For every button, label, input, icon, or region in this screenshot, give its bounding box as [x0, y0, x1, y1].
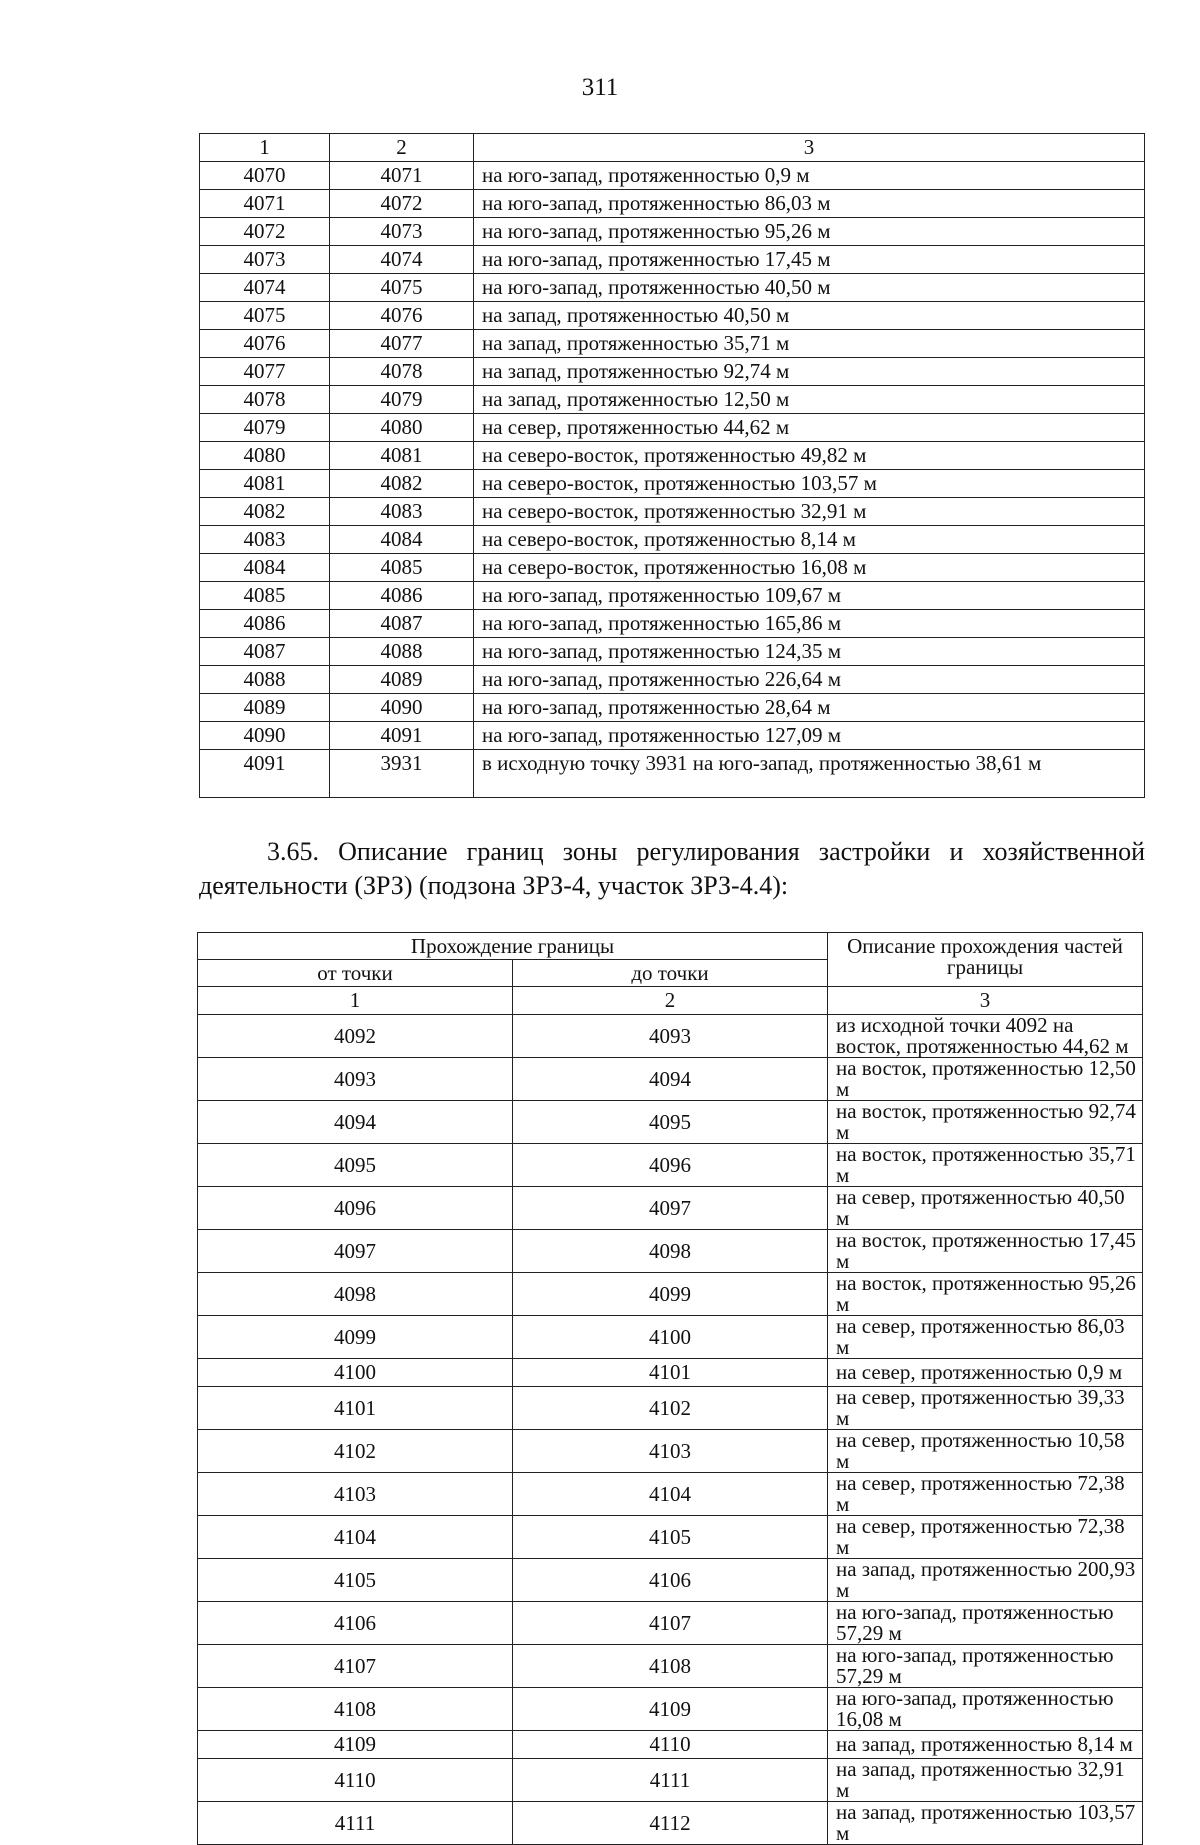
from-point-header: от точки	[198, 960, 513, 987]
to-point-cell: 4081	[330, 442, 474, 470]
page-number: 311	[581, 74, 619, 101]
to-point-cell: 4072	[330, 190, 474, 218]
description-cell: на юго-запад, протяженностью 57,29 м	[828, 1602, 1143, 1645]
description-cell: на запад, протяженностью 12,50 м	[474, 386, 1145, 414]
boundary-table-2	[197, 932, 1143, 1845]
from-point-cell: 4096	[198, 1187, 513, 1230]
table-row	[198, 1359, 1143, 1387]
from-point-cell: 4073	[200, 246, 330, 274]
to-point-cell: 4094	[513, 1058, 828, 1101]
table-body	[198, 1015, 1143, 1845]
to-point-cell: 4104	[513, 1473, 828, 1516]
table-row	[200, 246, 1145, 274]
table-row	[198, 1802, 1143, 1845]
to-point-cell: 4105	[513, 1516, 828, 1559]
column-number: 3	[828, 987, 1143, 1015]
table-row	[200, 498, 1145, 526]
to-point-cell: 4106	[513, 1559, 828, 1602]
from-point-cell: 4102	[198, 1430, 513, 1473]
table-row	[200, 442, 1145, 470]
table-row	[200, 666, 1145, 694]
description-cell: на юго-запад, протяженностью 0,9 м	[474, 162, 1145, 190]
to-point-cell: 4093	[513, 1015, 828, 1058]
description-cell: на северо-восток, протяженностью 49,82 м	[474, 442, 1145, 470]
description-cell: на запад, протяженностью 40,50 м	[474, 302, 1145, 330]
table-row	[200, 526, 1145, 554]
description-cell: на юго-запад, протяженностью 28,64 м	[474, 694, 1145, 722]
description-header: Описание прохождения частей границы	[828, 933, 1143, 987]
description-cell: на запад, протяженностью 103,57 м	[828, 1802, 1143, 1845]
table-body	[200, 162, 1145, 798]
to-point-cell: 4096	[513, 1144, 828, 1187]
from-point-cell: 4086	[200, 610, 330, 638]
to-point-header: до точки	[513, 960, 828, 987]
description-cell: из исходной точки 4092 на восток, протяженностью 44,62 м	[828, 1015, 1143, 1058]
description-cell: на северо-восток, протяженностью 8,14 м	[474, 526, 1145, 554]
description-cell: на север, протяженностью 86,03 м	[828, 1316, 1143, 1359]
to-point-cell: 4089	[330, 666, 474, 694]
to-point-cell: 4107	[513, 1602, 828, 1645]
description-cell: на юго-запад, протяженностью 165,86 м	[474, 610, 1145, 638]
from-point-cell: 4108	[198, 1688, 513, 1731]
boundary-table-1	[199, 133, 1145, 798]
column-number-row	[198, 987, 1143, 1015]
to-point-cell: 4097	[513, 1187, 828, 1230]
description-cell: в исходную точку 3931 на юго-запад, протяженностью 38,61 м	[474, 750, 1145, 798]
to-point-cell: 4109	[513, 1688, 828, 1731]
description-cell: на юго-запад, протяженностью 16,08 м	[828, 1688, 1143, 1731]
to-point-cell: 4112	[513, 1802, 828, 1845]
table-row	[200, 330, 1145, 358]
from-point-cell: 4080	[200, 442, 330, 470]
to-point-cell: 4079	[330, 386, 474, 414]
description-cell: на восток, протяженностью 95,26 м	[828, 1273, 1143, 1316]
description-cell: на юго-запад, протяженностью 40,50 м	[474, 274, 1145, 302]
to-point-cell: 4071	[330, 162, 474, 190]
from-point-cell: 4105	[198, 1559, 513, 1602]
from-point-cell: 4111	[198, 1802, 513, 1845]
to-point-cell: 4088	[330, 638, 474, 666]
from-point-cell: 4070	[200, 162, 330, 190]
from-point-cell: 4088	[200, 666, 330, 694]
group-header: Прохождение границы	[198, 933, 828, 960]
description-cell: на север, протяженностью 72,38 м	[828, 1516, 1143, 1559]
from-point-cell: 4109	[198, 1731, 513, 1759]
to-point-cell: 4076	[330, 302, 474, 330]
from-point-cell: 4076	[200, 330, 330, 358]
table-row	[198, 1645, 1143, 1688]
table-row	[198, 1273, 1143, 1316]
table-row	[200, 554, 1145, 582]
to-point-cell: 4100	[513, 1316, 828, 1359]
from-point-cell: 4074	[200, 274, 330, 302]
to-point-cell: 4083	[330, 498, 474, 526]
from-point-cell: 4087	[200, 638, 330, 666]
from-point-cell: 4071	[200, 190, 330, 218]
table-row	[200, 162, 1145, 190]
to-point-cell: 4108	[513, 1645, 828, 1688]
table-row	[198, 1559, 1143, 1602]
from-point-cell: 4090	[200, 722, 330, 750]
description-cell: на север, протяженностью 44,62 м	[474, 414, 1145, 442]
table-row	[198, 1187, 1143, 1230]
column-number: 2	[513, 987, 828, 1015]
to-point-cell: 4080	[330, 414, 474, 442]
description-cell: на юго-запад, протяженностью 226,64 м	[474, 666, 1145, 694]
column-number: 1	[200, 134, 330, 162]
to-point-cell: 4103	[513, 1430, 828, 1473]
from-point-cell: 4072	[200, 218, 330, 246]
from-point-cell: 4085	[200, 582, 330, 610]
table-row	[200, 610, 1145, 638]
description-cell: на север, протяженностью 0,9 м	[828, 1359, 1143, 1387]
description-cell: на запад, протяженностью 92,74 м	[474, 358, 1145, 386]
table-row	[198, 1058, 1143, 1101]
from-point-cell: 4081	[200, 470, 330, 498]
table-row	[198, 1316, 1143, 1359]
table-row	[198, 1473, 1143, 1516]
to-point-cell: 4074	[330, 246, 474, 274]
table-row	[198, 1101, 1143, 1144]
table-row	[198, 1015, 1143, 1058]
description-cell: на восток, протяженностью 35,71 м	[828, 1144, 1143, 1187]
table-row	[200, 190, 1145, 218]
to-point-cell: 4090	[330, 694, 474, 722]
from-point-cell: 4099	[198, 1316, 513, 1359]
table-row	[200, 694, 1145, 722]
from-point-cell: 4104	[198, 1516, 513, 1559]
table-row	[200, 274, 1145, 302]
to-point-cell: 4077	[330, 330, 474, 358]
table-row	[200, 582, 1145, 610]
description-cell: на северо-восток, протяженностью 16,08 м	[474, 554, 1145, 582]
description-cell: на запад, протяженностью 200,93 м	[828, 1559, 1143, 1602]
from-point-cell: 4078	[200, 386, 330, 414]
from-point-cell: 4077	[200, 358, 330, 386]
description-cell: на юго-запад, протяженностью 127,09 м	[474, 722, 1145, 750]
table-row	[200, 470, 1145, 498]
to-point-cell: 4084	[330, 526, 474, 554]
table-row	[200, 386, 1145, 414]
description-cell: на восток, протяженностью 12,50 м	[828, 1058, 1143, 1101]
description-cell: на запад, протяженностью 35,71 м	[474, 330, 1145, 358]
from-point-cell: 4082	[200, 498, 330, 526]
to-point-cell: 4078	[330, 358, 474, 386]
description-cell: на юго-запад, протяженностью 109,67 м	[474, 582, 1145, 610]
from-point-cell: 4093	[198, 1058, 513, 1101]
description-cell: на восток, протяженностью 92,74 м	[828, 1101, 1143, 1144]
from-point-cell: 4083	[200, 526, 330, 554]
to-point-cell: 4091	[330, 722, 474, 750]
from-point-cell: 4084	[200, 554, 330, 582]
column-number-row	[200, 134, 1145, 162]
column-number: 3	[474, 134, 1145, 162]
from-point-cell: 4106	[198, 1602, 513, 1645]
from-point-cell: 4098	[198, 1273, 513, 1316]
column-number: 2	[330, 134, 474, 162]
table-row	[200, 302, 1145, 330]
table-row	[200, 414, 1145, 442]
description-cell: на юго-запад, протяженностью 57,29 м	[828, 1645, 1143, 1688]
to-point-cell: 4099	[513, 1273, 828, 1316]
from-point-cell: 4095	[198, 1144, 513, 1187]
description-cell: на восток, протяженностью 17,45 м	[828, 1230, 1143, 1273]
table-row	[198, 1230, 1143, 1273]
table-row	[198, 1759, 1143, 1802]
from-point-cell: 4110	[198, 1759, 513, 1802]
from-point-cell: 4100	[198, 1359, 513, 1387]
table-row	[198, 1602, 1143, 1645]
table-row	[200, 218, 1145, 246]
description-cell: на запад, протяженностью 32,91 м	[828, 1759, 1143, 1802]
table-row	[198, 1144, 1143, 1187]
to-point-cell: 4098	[513, 1230, 828, 1273]
from-point-cell: 4079	[200, 414, 330, 442]
to-point-cell: 4102	[513, 1387, 828, 1430]
table-row	[200, 722, 1145, 750]
to-point-cell: 3931	[330, 750, 474, 798]
table-row	[200, 358, 1145, 386]
description-cell: на запад, протяженностью 8,14 м	[828, 1731, 1143, 1759]
description-cell: на северо-восток, протяженностью 103,57 м	[474, 470, 1145, 498]
table-row	[200, 638, 1145, 666]
from-point-cell: 4091	[200, 750, 330, 798]
to-point-cell: 4082	[330, 470, 474, 498]
to-point-cell: 4075	[330, 274, 474, 302]
from-point-cell: 4107	[198, 1645, 513, 1688]
to-point-cell: 4086	[330, 582, 474, 610]
description-cell: на юго-запад, протяженностью 95,26 м	[474, 218, 1145, 246]
table-row	[198, 1688, 1143, 1731]
description-cell: на север, протяженностью 10,58 м	[828, 1430, 1143, 1473]
to-point-cell: 4085	[330, 554, 474, 582]
description-cell: на север, протяженностью 72,38 м	[828, 1473, 1143, 1516]
description-cell: на юго-запад, протяженностью 124,35 м	[474, 638, 1145, 666]
table-row	[200, 750, 1145, 798]
table-row	[198, 1516, 1143, 1559]
table-row	[198, 1731, 1143, 1759]
description-cell: на юго-запад, протяженностью 86,03 м	[474, 190, 1145, 218]
section-heading: 3.65. Описание границ зоны регулирования застройки и хозяйственной деятельности (ЗРЗ) (подзона ЗРЗ-4, участок ЗРЗ-4.4):	[199, 837, 1145, 900]
description-cell: на север, протяженностью 39,33 м	[828, 1387, 1143, 1430]
to-point-cell: 4087	[330, 610, 474, 638]
to-point-cell: 4073	[330, 218, 474, 246]
from-point-cell: 4103	[198, 1473, 513, 1516]
to-point-cell: 4110	[513, 1731, 828, 1759]
description-cell: на север, протяженностью 40,50 м	[828, 1187, 1143, 1230]
from-point-cell: 4097	[198, 1230, 513, 1273]
from-point-cell: 4094	[198, 1101, 513, 1144]
description-cell: на северо-восток, протяженностью 32,91 м	[474, 498, 1145, 526]
from-point-cell: 4101	[198, 1387, 513, 1430]
from-point-cell: 4092	[198, 1015, 513, 1058]
table-row	[198, 1387, 1143, 1430]
from-point-cell: 4089	[200, 694, 330, 722]
table-row	[198, 1430, 1143, 1473]
to-point-cell: 4101	[513, 1359, 828, 1387]
from-point-cell: 4075	[200, 302, 330, 330]
header-row	[198, 933, 1143, 960]
to-point-cell: 4111	[513, 1759, 828, 1802]
column-number: 1	[198, 987, 513, 1015]
to-point-cell: 4095	[513, 1101, 828, 1144]
description-cell: на юго-запад, протяженностью 17,45 м	[474, 246, 1145, 274]
